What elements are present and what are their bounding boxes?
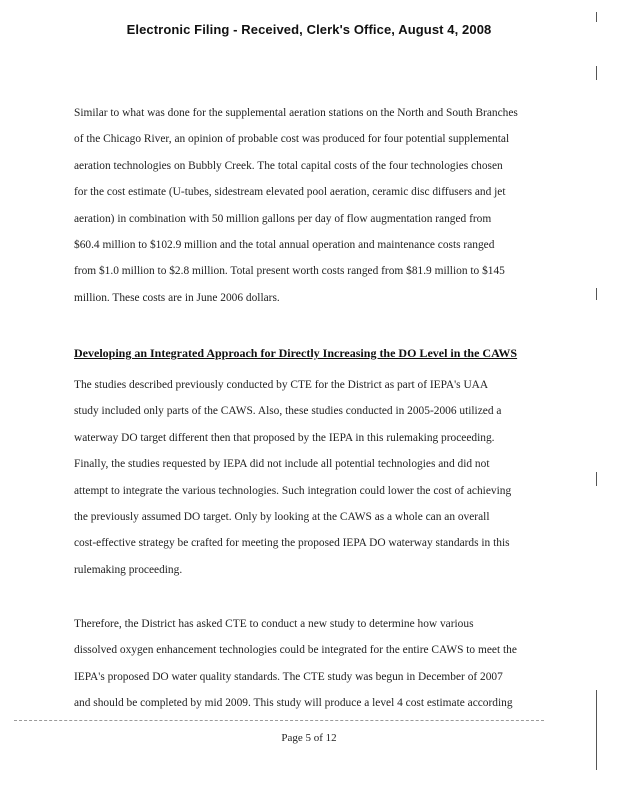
section-heading: Developing an Integrated Approach for Directly Increasing the DO Level in the CAWS <box>74 346 518 360</box>
text-line: IEPA's proposed DO water quality standards. The CTE study was begun in December of 2007 <box>74 670 503 683</box>
text-line: aeration technologies on Bubbly Creek. The total capital costs of the four technologies chosen <box>74 159 503 172</box>
scan-artifact-line <box>14 720 544 721</box>
text-line: waterway DO target different then that proposed by the IEPA in this rulemaking proceeding. <box>74 431 495 444</box>
paragraph-studies <box>74 372 544 583</box>
text-line: study included only parts of the CAWS. Also, these studies conducted in 2005-2006 utilized a <box>74 405 502 418</box>
page-number: Page 5 of 12 <box>281 732 337 744</box>
paragraph-cost-opinion <box>74 100 544 311</box>
text-line: million. These costs are in June 2006 dollars. <box>74 291 280 304</box>
text-line: Therefore, the District has asked CTE to conduct a new study to determine how various <box>74 618 474 630</box>
scan-edge-mark <box>596 288 597 300</box>
scan-edge-mark <box>596 472 597 486</box>
text-line: rulemaking proceeding. <box>74 563 183 576</box>
text-line: for the cost estimate (U-tubes, sidestream elevated pool aeration, ceramic disc diffusers and jet <box>74 186 506 199</box>
text-line: and should be completed by mid 2009. This study will produce a level 4 cost estimate according <box>74 697 513 710</box>
text-line: the previously assumed DO target. Only by looking at the CAWS as a whole can an overall <box>74 510 490 523</box>
scan-edge-mark <box>596 66 597 80</box>
text-line: Similar to what was done for the supplemental aeration stations on the North and South Branches <box>74 107 518 119</box>
text-line: from $1.0 million to $2.8 million. Total present worth costs ranged from $81.9 million to $145 <box>74 265 505 278</box>
text-line: dissolved oxygen enhancement technologies could be integrated for the entire CAWS to meet the <box>74 644 517 657</box>
text-line: The studies described previously conducted by CTE for the District as part of IEPA's UAA <box>74 379 489 391</box>
text-line: cost-effective strategy be crafted for meeting the proposed IEPA DO waterway standards in this <box>74 537 510 550</box>
text-line: aeration) in combination with 50 million gallons per day of flow augmentation ranged from <box>74 212 492 225</box>
scan-edge-mark <box>596 12 597 22</box>
text-line: Finally, the studies requested by IEPA did not include all potential technologies and did not <box>74 458 490 471</box>
text-line: of the Chicago River, an opinion of probable cost was produced for four potential supplemental <box>74 133 510 146</box>
filing-header: Electronic Filing - Received, Clerk's Office, August 4, 2008 <box>126 22 492 37</box>
paragraph-new-study <box>74 611 544 717</box>
text-line: $60.4 million to $102.9 million and the total annual operation and maintenance costs ranged <box>74 238 495 251</box>
scan-edge-mark <box>596 690 597 770</box>
text-line: attempt to integrate the various technologies. Such integration could lower the cost of achieving <box>74 484 512 497</box>
